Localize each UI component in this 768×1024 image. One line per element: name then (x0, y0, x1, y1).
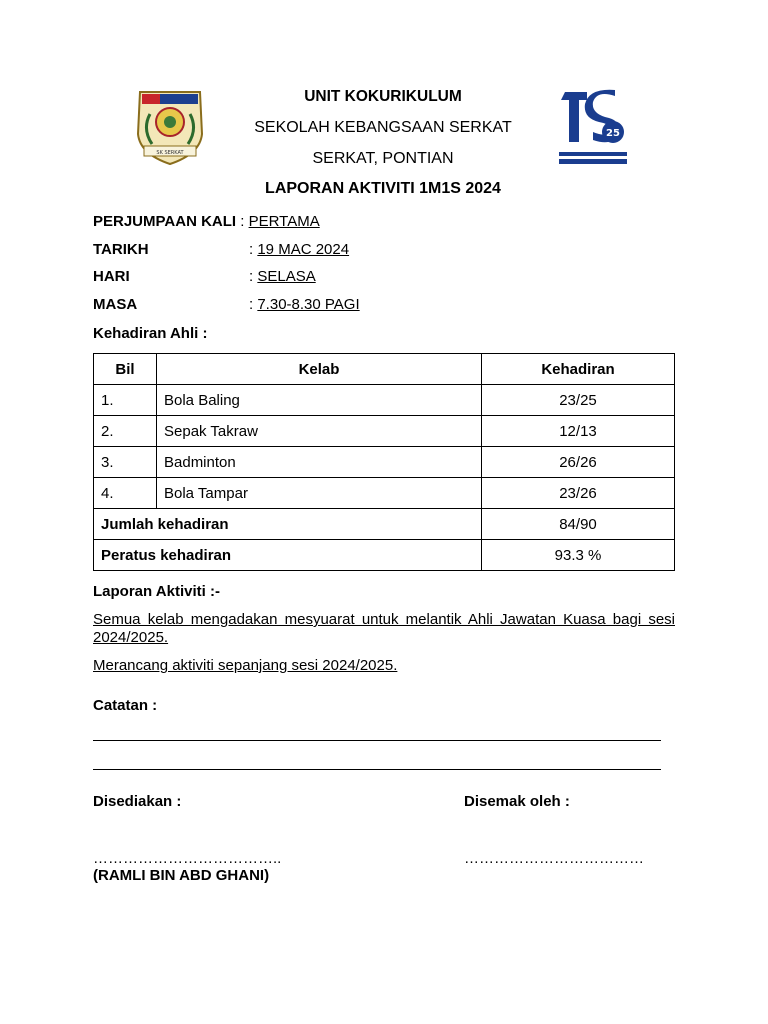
info-value: 19 MAC 2024 (257, 241, 350, 258)
table-row (94, 385, 675, 416)
cell-kehadiran: 23/25 (482, 385, 675, 416)
info-value-row: : SELASA (249, 268, 316, 285)
total-label: Jumlah kehadiran (94, 509, 482, 540)
prepared-by-name: (RAMLI BIN ABD GHANI) (93, 867, 270, 884)
cell-bil: 2. (94, 416, 157, 447)
transformasi-logo (557, 86, 629, 168)
percent-label: Peratus kehadiran (94, 540, 482, 571)
info-value: PERTAMA (248, 213, 320, 230)
checked-signature-line: ……………………………… (464, 850, 644, 867)
prepared-signature-line: ……………………………….. (93, 850, 282, 867)
cell-kelab: Sepak Takraw (157, 416, 482, 447)
cell-kelab: Bola Baling (157, 385, 482, 416)
info-row-perjumpaan: PERJUMPAAN KALI : PERTAMA (93, 213, 320, 230)
cell-bil: 1. (94, 385, 157, 416)
total-value: 84/90 (482, 509, 675, 540)
report-title: LAPORAN AKTIVITI 1M1S 2024 (265, 180, 501, 197)
cell-bil: 4. (94, 478, 157, 509)
notes-line (93, 740, 661, 741)
column-header: Bil (94, 354, 157, 385)
info-label: HARI (93, 268, 130, 285)
prepared-by-label: Disediakan : (93, 793, 182, 810)
report-title-label: Laporan Aktiviti :- (93, 583, 220, 600)
svg-text:SK SERKAT: SK SERKAT (156, 150, 184, 156)
total-row (94, 509, 675, 540)
column-header: Kehadiran (482, 354, 675, 385)
report-paragraph-1: Semua kelab mengadakan mesyuarat untuk melantik Ahli Jawatan Kuasa bagi sesi 2024/2025. (93, 611, 675, 646)
percent-value: 93.3 % (482, 540, 675, 571)
info-value-row: : 7.30-8.30 PAGI (249, 296, 360, 313)
attendance-title: Kehadiran Ahli : (93, 325, 208, 342)
school-crest-logo (130, 84, 210, 172)
info-value: SELASA (257, 268, 316, 285)
unit-title: UNIT KOKURIKULUM (304, 88, 462, 105)
report-paragraph-2: Merancang aktiviti sepanjang sesi 2024/2025. (93, 657, 398, 674)
checked-by-label: Disemak oleh : (464, 793, 570, 810)
table-row (94, 416, 675, 447)
cell-bil: 3. (94, 447, 157, 478)
table-header-row (94, 354, 675, 385)
cell-kelab: Badminton (157, 447, 482, 478)
info-value: 7.30-8.30 PAGI (257, 296, 360, 313)
info-label: PERJUMPAAN KALI (93, 213, 237, 230)
school-location: SERKAT, PONTIAN (312, 150, 454, 167)
cell-kelab: Bola Tampar (157, 478, 482, 509)
notes-title: Catatan : (93, 697, 158, 714)
cell-kehadiran: 23/26 (482, 478, 675, 509)
svg-text:25: 25 (606, 128, 620, 139)
table-row (94, 447, 675, 478)
info-label: MASA (93, 296, 138, 313)
info-value-row: : 19 MAC 2024 (249, 241, 350, 258)
attendance-table (93, 353, 675, 571)
cell-kehadiran: 26/26 (482, 447, 675, 478)
info-label: TARIKH (93, 241, 149, 258)
table-row (94, 478, 675, 509)
notes-line (93, 769, 661, 770)
percent-row (94, 540, 675, 571)
column-header: Kelab (157, 354, 482, 385)
cell-kehadiran: 12/13 (482, 416, 675, 447)
school-name: SEKOLAH KEBANGSAAN SERKAT (254, 119, 512, 136)
